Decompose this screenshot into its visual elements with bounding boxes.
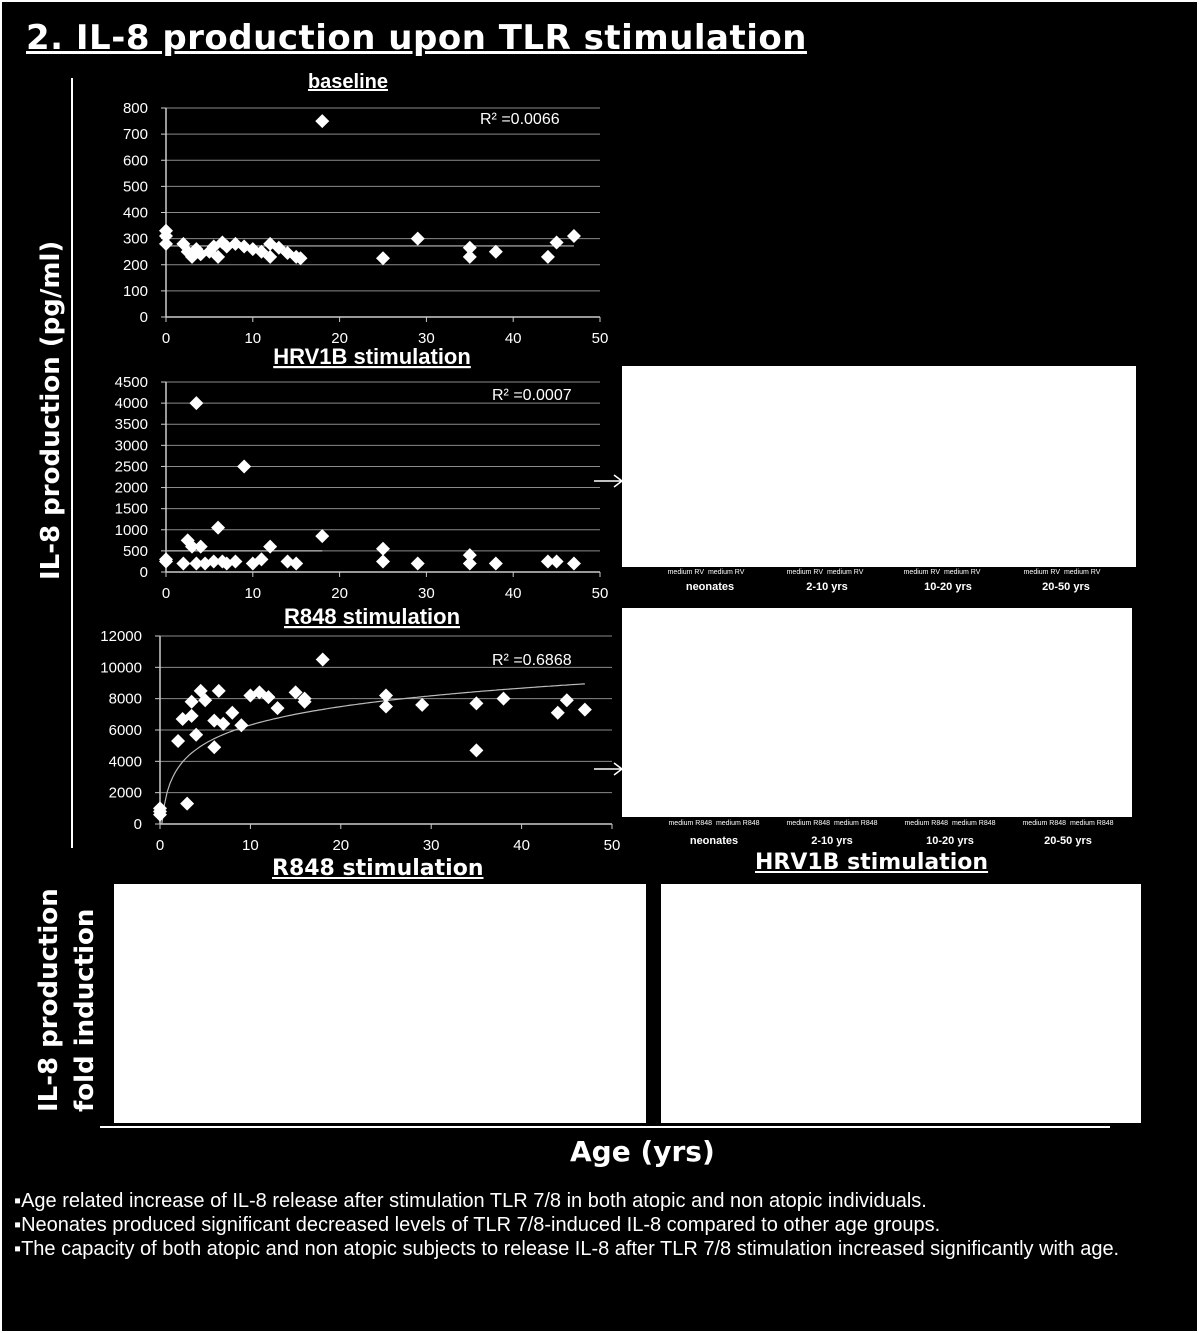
y-tick-label: 4000 bbox=[114, 395, 148, 413]
data-point bbox=[376, 251, 390, 265]
x-tick-label: 30 bbox=[418, 330, 435, 347]
group-label: 10-20 yrs bbox=[926, 835, 974, 847]
group-label: neonates bbox=[685, 581, 735, 593]
data-point bbox=[489, 557, 503, 571]
y-axis-label-bottom-line1: IL-8 production bbox=[34, 888, 64, 1112]
y-tick-label: 400 bbox=[122, 204, 148, 222]
x-tick-label: 40 bbox=[504, 330, 522, 347]
y-tick-label: 10000 bbox=[100, 659, 142, 677]
data-point bbox=[469, 743, 483, 757]
bullet-item: ▪Neonates produced significant decreased levels of TLR 7/8-induced IL-8 compared to other age groups. bbox=[14, 1214, 941, 1236]
y-axis-label-top: IL-8 production (pg/ml) bbox=[36, 240, 66, 580]
y-tick-label: 0 bbox=[139, 564, 148, 581]
data-point bbox=[411, 232, 425, 246]
sublabels: medium R848 medium R848 bbox=[786, 820, 878, 827]
x-tick-label: 50 bbox=[591, 585, 609, 602]
r-squared-label: R² =0.0066 bbox=[480, 111, 560, 128]
figure-title: 2. IL-8 production upon TLR stimulation bbox=[26, 18, 807, 58]
data-point bbox=[376, 554, 390, 568]
bar-chart-area-2 bbox=[622, 608, 1132, 817]
y-axis-label-bottom-line2: fold induction bbox=[70, 908, 100, 1112]
y-tick-label: 1500 bbox=[114, 500, 148, 518]
x-tick-label: 30 bbox=[418, 585, 435, 602]
data-point bbox=[207, 740, 221, 754]
chart-title: R848 stimulation bbox=[283, 604, 461, 629]
bar-chart-area-1 bbox=[622, 366, 1136, 567]
data-point bbox=[315, 529, 329, 543]
sublabels: medium RV medium RV bbox=[786, 569, 864, 576]
data-point bbox=[578, 703, 592, 717]
bullet-item: ▪The capacity of both atopic and non atopic subjects to release IL-8 after TLR 7/8 stimulation increased significantly with age. bbox=[14, 1238, 1120, 1260]
sublabels: medium R848 medium R848 bbox=[904, 820, 996, 827]
data-point bbox=[411, 557, 425, 571]
trendline bbox=[162, 684, 585, 824]
chart-title: HRV1B stimulation bbox=[273, 344, 471, 369]
data-point bbox=[211, 521, 225, 535]
y-tick-label: 2000 bbox=[108, 784, 142, 802]
data-point bbox=[185, 695, 199, 709]
x-tick-label: 30 bbox=[422, 837, 440, 854]
y-tick-label: 8000 bbox=[108, 690, 142, 708]
x-tick-label: 40 bbox=[504, 585, 522, 602]
y-tick-label: 800 bbox=[122, 100, 148, 117]
y-tick-label: 6000 bbox=[108, 722, 142, 739]
data-point bbox=[567, 557, 581, 571]
group-label: 10-20 yrs bbox=[924, 581, 972, 593]
bar-chart-area-4 bbox=[661, 884, 1141, 1123]
x-tick-label: 0 bbox=[161, 585, 171, 602]
data-point bbox=[415, 698, 429, 712]
y-tick-label: 200 bbox=[122, 256, 148, 274]
group-label: 20-50 yrs bbox=[1042, 581, 1090, 593]
data-point bbox=[263, 540, 277, 554]
data-point bbox=[225, 706, 239, 720]
data-point bbox=[560, 693, 574, 707]
bottom-left-title: R848 stimulation bbox=[272, 856, 484, 881]
hrv1b-scatter-chart bbox=[80, 342, 680, 602]
y-tick-label: 2500 bbox=[114, 458, 148, 476]
data-point bbox=[489, 245, 503, 259]
data-point bbox=[550, 554, 564, 568]
x-tick-label: 50 bbox=[603, 837, 621, 854]
r848-scatter-chart bbox=[68, 604, 668, 854]
x-tick-label: 20 bbox=[332, 837, 350, 854]
x-tick-label: 10 bbox=[244, 585, 262, 602]
r-squared-label: R² =0.0007 bbox=[492, 387, 572, 404]
y-tick-label: 100 bbox=[122, 282, 148, 300]
sublabels: medium R848 medium R848 bbox=[668, 820, 760, 827]
bar-chart-area-3 bbox=[114, 884, 646, 1123]
group-label: neonates bbox=[689, 835, 739, 847]
data-point bbox=[212, 684, 226, 698]
y-tick-label: 3500 bbox=[114, 416, 148, 434]
group-label: 2-10 yrs bbox=[806, 581, 848, 593]
sublabels: medium RV medium RV bbox=[1023, 569, 1101, 576]
data-point bbox=[497, 692, 511, 706]
x-tick-label: 0 bbox=[161, 330, 171, 347]
x-axis-label-age: Age (yrs) bbox=[570, 1135, 715, 1168]
data-point bbox=[159, 554, 173, 568]
data-point bbox=[567, 229, 581, 243]
data-point bbox=[463, 557, 477, 571]
y-tick-label: 600 bbox=[122, 152, 148, 170]
group-label: 20-50 yrs bbox=[1044, 835, 1092, 847]
x-tick-label: 10 bbox=[244, 330, 262, 347]
y-tick-label: 0 bbox=[133, 816, 142, 833]
y-tick-label: 4000 bbox=[108, 753, 142, 771]
x-tick-label: 20 bbox=[331, 330, 348, 347]
y-tick-label: 3000 bbox=[114, 437, 148, 455]
data-point bbox=[237, 459, 251, 473]
x-tick-label: 50 bbox=[591, 330, 609, 347]
y-tick-label: 0 bbox=[139, 309, 148, 326]
y-tick-label: 700 bbox=[122, 126, 148, 144]
data-point bbox=[315, 114, 329, 128]
y-tick-label: 500 bbox=[122, 542, 148, 560]
data-point bbox=[550, 236, 564, 250]
data-point bbox=[194, 540, 208, 554]
data-point bbox=[316, 653, 330, 667]
y-tick-label: 300 bbox=[122, 230, 148, 248]
x-tick-label: 40 bbox=[513, 837, 530, 854]
data-point bbox=[551, 706, 565, 720]
data-point bbox=[180, 797, 194, 811]
data-point bbox=[541, 250, 555, 264]
bullet-list bbox=[14, 1189, 1166, 1261]
bottom-right-title: HRV1B stimulation bbox=[755, 850, 989, 875]
y-tick-label: 2000 bbox=[114, 479, 148, 497]
sublabels: medium RV medium RV bbox=[667, 569, 745, 576]
x-tick-label: 10 bbox=[242, 837, 259, 854]
data-point bbox=[176, 557, 190, 571]
y-tick-label: 1000 bbox=[114, 521, 148, 539]
r-squared-label: R² =0.6868 bbox=[492, 652, 572, 669]
x-tick-label: 20 bbox=[331, 585, 348, 602]
x-tick-label: 0 bbox=[155, 837, 165, 854]
baseline-scatter-chart bbox=[80, 68, 680, 358]
data-point bbox=[171, 734, 185, 748]
data-point bbox=[271, 701, 285, 715]
sublabels: medium RV medium RV bbox=[903, 569, 981, 576]
bullet-item: ▪Age related increase of IL-8 release after stimulation TLR 7/8 in both atopic and non atopic individuals. bbox=[14, 1190, 927, 1212]
y-tick-label: 4500 bbox=[114, 374, 148, 391]
chart-title: baseline bbox=[307, 71, 389, 93]
group-label: 2-10 yrs bbox=[811, 835, 853, 847]
data-point bbox=[376, 542, 390, 556]
data-point bbox=[189, 396, 203, 410]
y-tick-label: 12000 bbox=[100, 628, 142, 645]
sublabels: medium R848 medium R848 bbox=[1022, 820, 1114, 827]
y-tick-label: 500 bbox=[122, 178, 148, 196]
data-point bbox=[463, 250, 477, 264]
